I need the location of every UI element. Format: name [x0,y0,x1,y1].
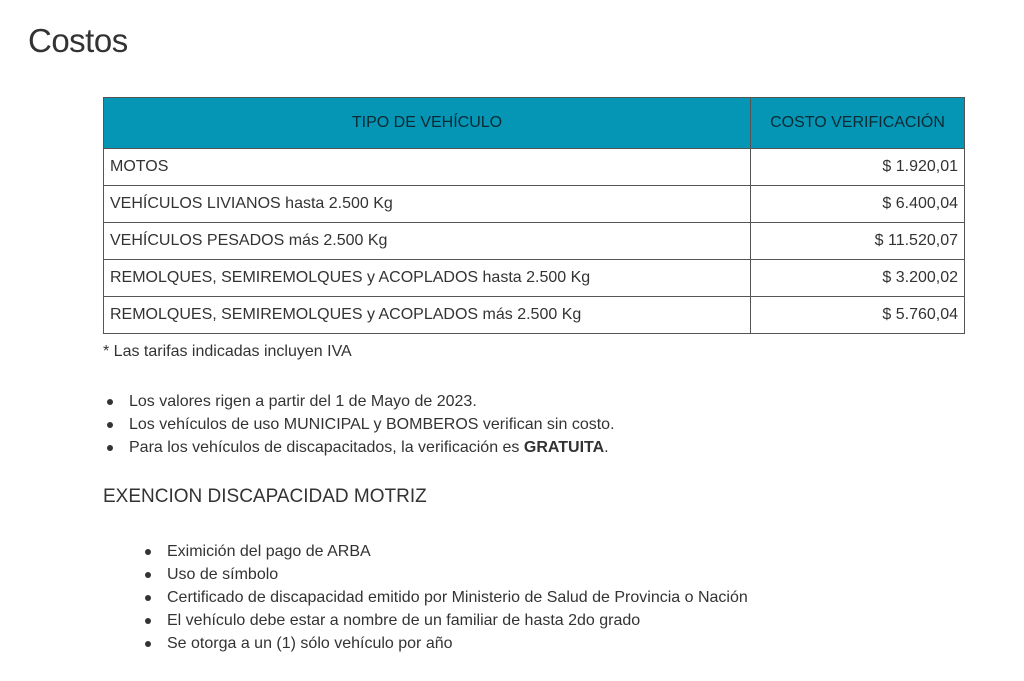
free-highlight: GRATUITA [523,439,605,456]
info-list [103,390,615,459]
list-item: Los vehículos de uso MUNICIPAL y BOMBEROS verifican sin costo. [103,413,615,436]
list-item [103,436,615,459]
cost-cell: $ 6.400,04 [751,186,965,223]
benefit-list [141,540,748,655]
list-item: Certificado de discapacidad emitido por Ministerio de Salud de Provincia o Nación [141,586,748,609]
list-item: Los valores rigen a partir del 1 de Mayo de 2023. [103,390,615,413]
vehicle-type-cell: VEHÍCULOS PESADOS más 2.500 Kg [104,223,751,260]
page-title: Costos [28,22,128,59]
table-row [104,260,965,297]
costs-table [103,97,965,334]
vehicle-type-cell: REMOLQUES, SEMIREMOLQUES y ACOPLADOS más 2.500 Kg [104,297,751,334]
table-row [104,186,965,223]
vehicle-type-cell: REMOLQUES, SEMIREMOLQUES y ACOPLADOS hasta 2.500 Kg [104,260,751,297]
cost-cell: $ 3.200,02 [751,260,965,297]
cost-cell: $ 5.760,04 [751,297,965,334]
table-row [104,223,965,260]
list-item: El vehículo debe estar a nombre de un familiar de hasta 2do grado [141,609,748,632]
list-item-suffix: . [604,439,609,456]
list-item: Uso de símbolo [141,563,748,586]
column-header-vehicle-type: TIPO DE VEHÍCULO [104,98,751,149]
table-row [104,297,965,334]
section-heading: EXENCION DISCAPACIDAD MOTRIZ [103,486,427,507]
table-row [104,149,965,186]
table-header-row [104,98,965,149]
vehicle-type-cell: MOTOS [104,149,751,186]
cost-cell: $ 1.920,01 [751,149,965,186]
tax-note: * Las tarifas indicadas incluyen IVA [103,343,352,360]
list-item-text: Para los vehículos de discapacitados, la verificación es [129,439,524,456]
vehicle-type-cell: VEHÍCULOS LIVIANOS hasta 2.500 Kg [104,186,751,223]
list-item: Eximición del pago de ARBA [141,540,748,563]
column-header-cost: COSTO VERIFICACIÓN [751,98,965,149]
list-item: Se otorga a un (1) sólo vehículo por año [141,632,748,655]
cost-cell: $ 11.520,07 [751,223,965,260]
